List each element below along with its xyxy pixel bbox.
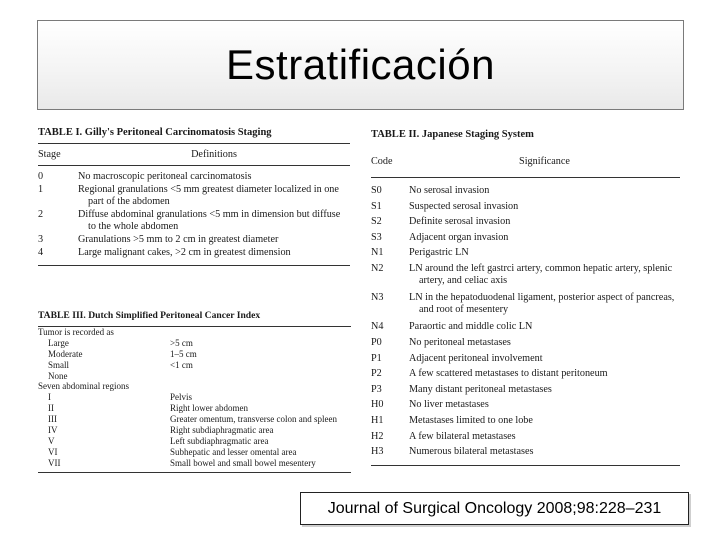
code-cell: S3 (371, 231, 382, 243)
citation-box (300, 492, 689, 525)
code-cell: S1 (371, 200, 382, 212)
table1-bottom-rule (38, 265, 350, 266)
definition-cell: Diffuse abdominal granulations <5 mm in dimension but diffuse to the whole abdomen (78, 209, 341, 232)
region-numeral-cell: VI (48, 446, 58, 457)
code-cell: P0 (371, 336, 382, 348)
code-cell: S0 (371, 185, 382, 196)
size-name-cell: Small (48, 359, 70, 370)
table-row (371, 384, 680, 396)
japanese-staging-table (371, 129, 680, 466)
significance-cell: Many distant peritoneal metastases (409, 383, 552, 395)
significance-cell: LN in the hepatoduodenal ligament, posterior aspect of pancreas, and root of mesentery (409, 292, 675, 316)
table-row (371, 292, 680, 316)
table2-header-rule (371, 177, 680, 178)
significance-cell: Perigastric LN (409, 247, 469, 259)
table-row (38, 360, 351, 371)
significance-cell: LN around the left gastrci artery, common hepatic artery, splenic artery, and celiac axis (409, 262, 673, 287)
table-row (38, 371, 351, 382)
region-name-cell: Subhepatic and lesser omental area (170, 446, 297, 457)
table-row (371, 399, 680, 411)
table3-section-tumor-label: Tumor is recorded as (38, 326, 114, 337)
region-numeral-cell: VII (48, 457, 61, 468)
code-cell: H1 (371, 414, 384, 426)
significance-cell: No serosal invasion (409, 185, 490, 196)
table3-sizes (38, 338, 351, 382)
size-value-cell: <1 cm (170, 359, 193, 370)
table-row (38, 234, 350, 246)
table-row (38, 458, 351, 469)
code-cell: P1 (371, 352, 382, 364)
table-row (38, 349, 351, 360)
code-cell: H0 (371, 399, 384, 411)
table-row (38, 447, 351, 458)
size-value-cell (170, 371, 351, 382)
table-row (38, 392, 351, 403)
region-name-cell: Small bowel and small bowel mesentery (170, 457, 316, 468)
table1-caption (38, 127, 350, 139)
region-numeral-cell: IV (48, 425, 58, 436)
table-row (371, 232, 680, 244)
code-cell: P3 (371, 383, 382, 395)
citation-text: Journal of Surgical Oncology 2008;98:228–231 (327, 499, 662, 517)
table-row (371, 201, 680, 213)
size-name-cell: None (48, 370, 68, 381)
table-row (38, 338, 351, 349)
table-row (371, 353, 680, 365)
stage-cell: 2 (38, 209, 44, 220)
table3-caption-label: TABLE III. (38, 310, 86, 321)
table3-section-regions-label: Seven abdominal regions (38, 381, 129, 392)
significance-cell: Adjacent organ invasion (409, 231, 509, 243)
significance-cell: Adjacent peritoneal involvement (409, 352, 543, 364)
table2-bottom-rule (371, 465, 680, 466)
region-numeral-cell: V (48, 435, 55, 446)
table-row (371, 337, 680, 349)
slide-title: Estratificación (226, 41, 495, 88)
table1-header-row (38, 147, 350, 165)
significance-cell: No liver metastases (409, 399, 489, 411)
code-cell: N3 (371, 292, 384, 304)
region-name-cell: Greater omentum, transverse colon and spleen (170, 414, 337, 425)
region-numeral-cell: I (48, 392, 51, 403)
table-row (38, 425, 351, 436)
gilly-staging-table (38, 127, 350, 266)
table3-regions (38, 392, 351, 468)
table-row (38, 414, 351, 425)
table3-caption (38, 311, 351, 322)
region-name-cell: Pelvis (170, 392, 193, 403)
table1-caption-label: TABLE I. (38, 127, 83, 138)
table2-body (371, 185, 680, 458)
dutch-pci-table (38, 311, 351, 473)
code-cell: H2 (371, 430, 384, 442)
significance-cell: Paraortic and middle colic LN (409, 321, 533, 333)
code-cell: N1 (371, 247, 384, 259)
table1-header-rule (38, 165, 350, 166)
table3-caption-title: Dutch Simplified Peritoneal Cancer Index (88, 310, 261, 321)
region-name-cell: Right lower abdomen (170, 403, 248, 414)
definition-cell: Regional granulations <5 mm greatest diameter localized in one part of the abdomen (78, 184, 339, 207)
significance-cell: No peritoneal metastases (409, 336, 511, 348)
significance-cell: Numerous bilateral metastases (409, 446, 534, 458)
table1-top-rule (38, 143, 350, 144)
stage-cell: 4 (38, 247, 44, 258)
table-row (371, 185, 680, 197)
stage-cell: 0 (38, 171, 44, 182)
table2-caption-title: Japanese Staging System (421, 129, 534, 140)
definition-cell: Granulations >5 mm to 2 cm in greatest diameter (78, 234, 279, 245)
table2-caption-label: TABLE II. (371, 129, 420, 140)
code-cell: N2 (371, 262, 384, 274)
table-row (371, 368, 680, 380)
table-row (371, 263, 680, 287)
significance-cell: Definite serosal invasion (409, 216, 511, 228)
code-cell: H3 (371, 446, 384, 458)
significance-cell: A few bilateral metastases (409, 430, 516, 442)
definition-cell: No macroscopic peritoneal carcinomatosis (78, 171, 252, 182)
title-banner (37, 20, 684, 110)
size-value-cell: >5 cm (170, 337, 193, 348)
table-row (371, 321, 680, 333)
table1-body (38, 171, 350, 259)
definition-cell: Large malignant cakes, >2 cm in greatest dimension (78, 247, 291, 258)
region-name-cell: Right subdiaphragmatic area (170, 425, 274, 436)
code-cell: N4 (371, 321, 384, 333)
table-row (371, 216, 680, 228)
table-row (38, 403, 351, 414)
table2-header-code: Code (371, 156, 393, 167)
size-name-cell: Large (48, 337, 69, 348)
table-row (38, 436, 351, 447)
code-cell: S2 (371, 216, 382, 228)
table3-bottom-rule (38, 472, 351, 473)
table-row (371, 431, 680, 443)
region-numeral-cell: II (48, 403, 54, 414)
region-name-cell: Left subdiaphragmatic area (170, 435, 269, 446)
table-row (371, 415, 680, 427)
table2-caption (371, 129, 680, 141)
stage-cell: 1 (38, 184, 44, 195)
table1-header-stage: Stage (38, 149, 61, 160)
region-numeral-cell: III (48, 414, 57, 425)
table-row (38, 171, 350, 183)
stage-cell: 3 (38, 234, 44, 245)
table-row (371, 446, 680, 458)
size-value-cell: 1–5 cm (170, 348, 197, 359)
significance-cell: Suspected serosal invasion (409, 200, 519, 212)
table-row (371, 247, 680, 259)
table1-caption-title: Gilly's Peritoneal Carcinomatosis Staging (84, 127, 272, 138)
size-name-cell: Moderate (48, 348, 83, 359)
table-row (38, 209, 350, 233)
table1-header-definitions: Definitions (191, 149, 237, 160)
table-row (38, 184, 350, 208)
significance-cell: Metastases limited to one lobe (409, 414, 533, 426)
significance-cell: A few scattered metastases to distant peritoneum (409, 368, 608, 380)
table2-header-row (371, 146, 680, 172)
table2-header-significance: Significance (519, 156, 570, 167)
table-row (38, 247, 350, 259)
code-cell: P2 (371, 368, 382, 380)
